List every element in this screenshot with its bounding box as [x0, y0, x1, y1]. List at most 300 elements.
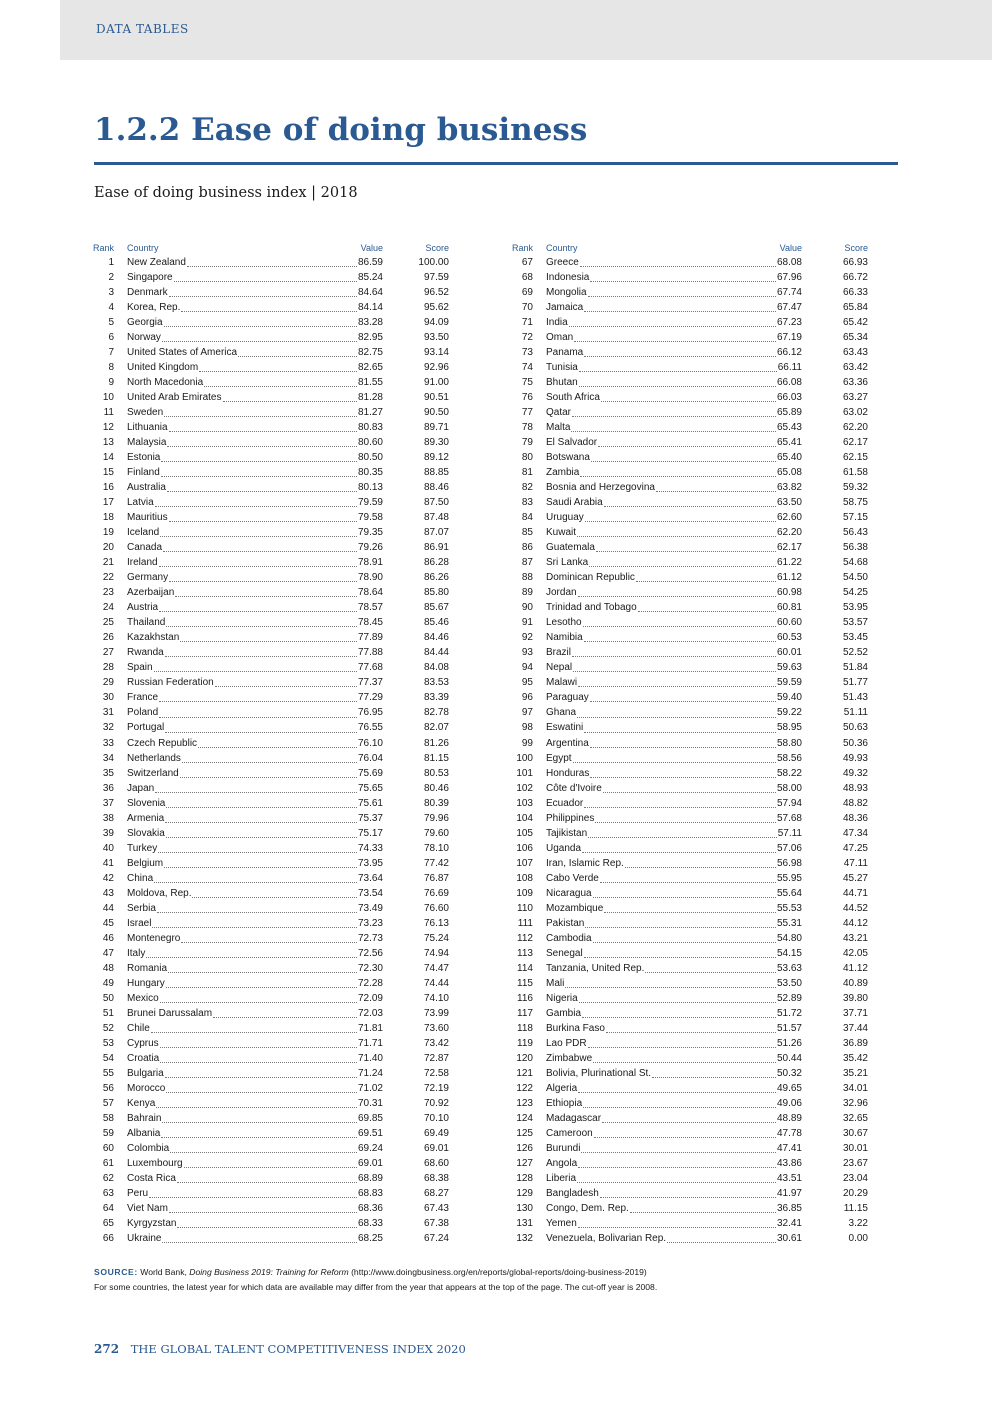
- value-cell: 62.17: [776, 542, 802, 554]
- rank-cell: 70: [521, 302, 533, 314]
- leader-dots: [160, 535, 357, 537]
- leader-dots: [578, 1091, 776, 1093]
- rank-cell: 10: [102, 392, 114, 404]
- leader-dots: [166, 1091, 357, 1093]
- country-cell: Switzerland: [127, 767, 179, 779]
- rank-cell: 56: [102, 1082, 114, 1094]
- table-row: [509, 555, 871, 570]
- table-row: [509, 390, 871, 405]
- leader-dots: [158, 851, 357, 853]
- leader-dots: [169, 295, 357, 297]
- table-row: [509, 600, 871, 615]
- value-cell: 75.17: [357, 827, 383, 839]
- score-cell: 85.80: [423, 587, 449, 599]
- score-cell: 3.22: [848, 1218, 868, 1229]
- table-row: [90, 705, 452, 720]
- score-cell: 85.67: [423, 602, 449, 614]
- table-row: [509, 630, 871, 645]
- col-header-value: Value: [779, 243, 802, 253]
- value-cell: 68.33: [357, 1218, 383, 1229]
- rank-cell: 117: [517, 1007, 533, 1019]
- table-row: [90, 841, 452, 856]
- rank-cell: 14: [102, 452, 114, 464]
- rank-cell: 43: [102, 887, 114, 899]
- leader-dots: [585, 520, 776, 522]
- table-row: [90, 751, 452, 766]
- score-cell: 93.14: [423, 347, 449, 359]
- table-row: [509, 796, 871, 811]
- country-cell: Czech Republic: [127, 737, 198, 749]
- rank-cell: 100: [516, 752, 533, 764]
- country-cell: El Salvador: [546, 437, 598, 449]
- score-cell: 48.93: [842, 782, 868, 794]
- leader-dots: [569, 325, 776, 327]
- country-cell: Zambia: [546, 467, 580, 479]
- score-cell: 59.32: [842, 482, 868, 494]
- leader-dots: [573, 670, 776, 672]
- value-cell: 59.63: [776, 662, 802, 674]
- score-cell: 62.20: [842, 422, 868, 434]
- rank-cell: 74: [521, 362, 533, 374]
- value-cell: 68.25: [357, 1233, 383, 1245]
- leader-dots: [590, 700, 776, 702]
- table-row: [509, 1036, 871, 1051]
- score-cell: 37.71: [842, 1007, 868, 1019]
- rank-cell: 15: [102, 467, 114, 479]
- country-cell: China: [127, 872, 154, 884]
- table-row: [509, 405, 871, 420]
- value-cell: 65.43: [776, 422, 802, 434]
- table-row: [509, 766, 871, 781]
- country-cell: Singapore: [127, 272, 173, 284]
- table-row: [509, 1096, 871, 1111]
- score-cell: 62.15: [842, 452, 868, 464]
- country-cell: Greece: [546, 257, 579, 268]
- value-cell: 62.20: [776, 527, 802, 539]
- leader-dots: [161, 475, 357, 477]
- score-cell: 89.71: [423, 422, 449, 434]
- table-row: [90, 826, 452, 841]
- score-cell: 62.17: [842, 437, 868, 449]
- rank-cell: 9: [108, 377, 114, 389]
- country-cell: Tajikistan: [546, 827, 588, 839]
- table-row: [90, 615, 452, 630]
- leader-dots: [625, 866, 776, 868]
- leader-dots: [596, 550, 776, 552]
- source-url: (http://www.doingbusiness.org/en/reports/global-reports/doing-business-2019): [351, 1267, 647, 1277]
- rank-cell: 116: [517, 992, 533, 1004]
- rank-cell: 129: [516, 1187, 533, 1199]
- score-cell: 36.89: [842, 1037, 868, 1049]
- table-row: [90, 570, 452, 585]
- rank-cell: 124: [516, 1112, 533, 1124]
- leader-dots: [571, 430, 776, 432]
- rank-cell: 24: [102, 602, 114, 614]
- value-cell: 76.04: [357, 752, 383, 764]
- table-row: [509, 1066, 871, 1081]
- leader-dots: [583, 625, 776, 627]
- rank-cell: 36: [102, 782, 114, 794]
- rank-cell: 94: [521, 662, 533, 674]
- table-row: [90, 781, 452, 796]
- score-cell: 50.63: [842, 722, 868, 734]
- table-row: [509, 826, 871, 841]
- table-row: [509, 300, 871, 315]
- value-cell: 80.35: [357, 467, 383, 479]
- table-row: [90, 285, 452, 300]
- rank-cell: 30: [102, 692, 114, 704]
- col-header-country: Country: [127, 243, 159, 253]
- value-cell: 73.49: [357, 902, 383, 914]
- country-cell: Burundi: [546, 1142, 581, 1154]
- table-row: [509, 961, 871, 976]
- table-row: [509, 570, 871, 585]
- score-cell: 90.50: [423, 407, 449, 419]
- table-row: [90, 345, 452, 360]
- col-header-rank: Rank: [511, 243, 533, 253]
- table-row: [509, 465, 871, 480]
- table-row: [509, 1006, 871, 1021]
- value-cell: 82.65: [357, 362, 383, 374]
- table-row: [90, 1051, 452, 1066]
- leader-dots: [582, 1016, 776, 1018]
- table-row: [90, 1216, 452, 1231]
- score-cell: 72.58: [423, 1067, 449, 1079]
- country-cell: Armenia: [127, 812, 165, 824]
- table-row: [509, 886, 871, 901]
- rank-cell: 115: [517, 977, 533, 989]
- score-cell: 75.24: [423, 932, 449, 944]
- leader-dots: [182, 761, 357, 763]
- table-row: [90, 736, 452, 751]
- table-row: [509, 1156, 871, 1171]
- country-cell: Latvia: [127, 497, 154, 509]
- leader-dots: [577, 535, 776, 537]
- country-cell: Italy: [127, 947, 146, 959]
- value-cell: 55.31: [776, 917, 802, 929]
- value-cell: 77.89: [357, 632, 383, 644]
- leader-dots: [166, 986, 357, 988]
- value-cell: 58.80: [776, 737, 802, 749]
- score-cell: 32.65: [842, 1112, 868, 1124]
- value-cell: 41.97: [776, 1187, 802, 1199]
- leader-dots: [573, 761, 776, 763]
- score-cell: 23.04: [842, 1172, 868, 1184]
- rank-cell: 93: [521, 647, 533, 659]
- table-row: [509, 931, 871, 946]
- rank-cell: 7: [108, 347, 114, 359]
- score-cell: 79.96: [423, 812, 449, 824]
- table-row: [90, 300, 452, 315]
- score-cell: 88.85: [423, 467, 449, 479]
- rank-cell: 62: [102, 1172, 114, 1184]
- country-cell: Israel: [127, 917, 152, 929]
- rank-cell: 67: [521, 257, 533, 268]
- country-cell: Tanzania, United Rep.: [546, 962, 645, 974]
- leader-dots: [603, 791, 776, 793]
- value-cell: 66.03: [776, 392, 802, 404]
- table-row: [90, 255, 452, 270]
- country-cell: Jamaica: [546, 302, 584, 314]
- country-cell: Kuwait: [546, 527, 577, 539]
- title-divider: [94, 162, 898, 165]
- rank-cell: 32: [102, 722, 114, 734]
- score-cell: 68.60: [423, 1157, 449, 1169]
- leader-dots: [152, 926, 357, 928]
- leader-dots: [146, 956, 357, 958]
- col-header-score: Score: [425, 243, 449, 253]
- score-cell: 56.43: [842, 527, 868, 539]
- value-cell: 81.27: [357, 407, 383, 419]
- leader-dots: [572, 415, 776, 417]
- score-cell: 66.33: [842, 287, 868, 299]
- leader-dots: [578, 595, 776, 597]
- value-cell: 57.11: [777, 827, 802, 839]
- score-cell: 74.44: [423, 977, 449, 989]
- leader-dots: [187, 265, 357, 267]
- value-cell: 59.22: [776, 707, 802, 719]
- rank-cell: 68: [521, 272, 533, 284]
- score-cell: 57.15: [842, 512, 868, 524]
- country-cell: Iceland: [127, 527, 160, 539]
- leader-dots: [162, 340, 357, 342]
- leader-dots: [154, 881, 357, 883]
- leader-dots: [578, 1166, 776, 1168]
- value-cell: 60.60: [776, 617, 802, 629]
- country-cell: Congo, Dem. Rep.: [546, 1202, 629, 1214]
- rank-cell: 114: [517, 962, 533, 974]
- value-cell: 78.64: [357, 587, 383, 599]
- value-cell: 36.85: [776, 1202, 802, 1214]
- score-cell: 51.11: [843, 707, 868, 719]
- score-cell: 87.48: [423, 512, 449, 524]
- value-cell: 60.81: [776, 602, 802, 614]
- leader-dots: [645, 971, 776, 973]
- leader-dots: [159, 700, 357, 702]
- score-cell: 68.38: [423, 1172, 449, 1184]
- table-row: [90, 270, 452, 285]
- score-cell: 73.60: [423, 1022, 449, 1034]
- table-header: [509, 242, 871, 255]
- leader-dots: [598, 445, 776, 447]
- rank-cell: 132: [516, 1233, 533, 1245]
- table-row: [90, 1186, 452, 1201]
- country-cell: Belgium: [127, 857, 164, 869]
- country-cell: Canada: [127, 542, 163, 554]
- table-row: [90, 1081, 452, 1096]
- table-row: [90, 1096, 452, 1111]
- country-cell: Luxembourg: [127, 1157, 183, 1169]
- score-cell: 79.60: [423, 827, 449, 839]
- rank-cell: 75: [521, 377, 533, 389]
- rank-cell: 22: [102, 572, 114, 584]
- country-cell: Eswatini: [546, 722, 584, 734]
- score-cell: 80.46: [423, 782, 449, 794]
- rank-cell: 52: [102, 1022, 114, 1034]
- score-cell: 51.77: [842, 677, 868, 689]
- table-row: [509, 360, 871, 375]
- rank-cell: 60: [102, 1142, 114, 1154]
- source-org: World Bank,: [140, 1267, 187, 1277]
- country-cell: Chile: [127, 1022, 150, 1034]
- table-row: [90, 600, 452, 615]
- value-cell: 59.40: [776, 692, 802, 704]
- score-cell: 54.25: [842, 587, 868, 599]
- score-cell: 48.82: [842, 797, 868, 809]
- rank-cell: 5: [108, 317, 114, 329]
- table-row: [90, 1171, 452, 1186]
- country-cell: Cyprus: [127, 1037, 159, 1049]
- leader-dots: [584, 806, 776, 808]
- rank-cell: 3: [108, 287, 114, 299]
- value-cell: 54.15: [776, 947, 802, 959]
- value-cell: 72.09: [357, 992, 383, 1004]
- publication-title: THE GLOBAL TALENT COMPETITIVENESS INDEX 2020: [130, 1342, 466, 1356]
- rank-cell: 80: [521, 452, 533, 464]
- rank-cell: 54: [102, 1052, 114, 1064]
- leader-dots: [580, 265, 776, 267]
- country-cell: Algeria: [546, 1082, 578, 1094]
- table-row: [90, 390, 452, 405]
- country-cell: Madagascar: [546, 1112, 602, 1124]
- table-row: [90, 1006, 452, 1021]
- table-row: [90, 796, 452, 811]
- table-row: [90, 450, 452, 465]
- value-cell: 49.65: [776, 1082, 802, 1094]
- score-cell: 44.52: [842, 902, 868, 914]
- leader-dots: [161, 1136, 357, 1138]
- table-row: [90, 660, 452, 675]
- score-cell: 94.09: [423, 317, 449, 329]
- value-cell: 62.60: [776, 512, 802, 524]
- value-cell: 73.64: [357, 872, 383, 884]
- rank-cell: 41: [102, 857, 114, 869]
- score-cell: 37.44: [842, 1022, 868, 1034]
- source-footnote: For some countries, the latest year for which data are available may differ from the year that appears at the top of the page. The cut-off year is 2008.: [94, 1282, 658, 1292]
- country-cell: Croatia: [127, 1052, 160, 1064]
- table-row: [90, 630, 452, 645]
- table-row: [90, 856, 452, 871]
- country-cell: Kenya: [127, 1097, 156, 1109]
- leader-dots: [215, 685, 357, 687]
- table-row: [509, 495, 871, 510]
- value-cell: 68.89: [357, 1172, 383, 1184]
- table-row: [509, 375, 871, 390]
- table-row: [509, 751, 871, 766]
- rank-cell: 104: [516, 812, 533, 824]
- score-cell: 86.26: [423, 572, 449, 584]
- country-cell: Jordan: [546, 587, 577, 599]
- score-cell: 66.72: [842, 272, 868, 284]
- col-header-score: Score: [844, 243, 868, 253]
- score-cell: 93.50: [423, 332, 449, 344]
- rank-cell: 81: [521, 467, 533, 479]
- country-cell: Norway: [127, 332, 161, 344]
- value-cell: 52.89: [776, 992, 802, 1004]
- leader-dots: [579, 385, 776, 387]
- score-cell: 66.93: [842, 257, 868, 268]
- value-cell: 51.72: [776, 1007, 802, 1019]
- table-row: [509, 435, 871, 450]
- leader-dots: [199, 370, 357, 372]
- rank-cell: 39: [102, 827, 114, 839]
- country-cell: Mauritius: [127, 512, 168, 524]
- rank-cell: 55: [102, 1067, 114, 1079]
- rank-cell: 85: [521, 527, 533, 539]
- country-cell: Romania: [127, 962, 168, 974]
- score-cell: 74.94: [423, 947, 449, 959]
- value-cell: 67.74: [776, 287, 802, 299]
- country-cell: North Macedonia: [127, 377, 204, 389]
- value-cell: 71.24: [357, 1067, 383, 1079]
- country-cell: Georgia: [127, 317, 163, 329]
- leader-dots: [667, 1241, 776, 1243]
- rank-cell: 50: [102, 992, 114, 1004]
- table-row: [509, 420, 871, 435]
- rank-cell: 12: [102, 422, 114, 434]
- score-cell: 90.51: [423, 392, 449, 404]
- score-cell: 74.47: [423, 962, 449, 974]
- leader-dots: [177, 1226, 357, 1228]
- value-cell: 84.14: [357, 302, 383, 314]
- value-cell: 78.45: [357, 617, 383, 629]
- rank-cell: 127: [516, 1157, 533, 1169]
- table-row: [509, 525, 871, 540]
- table-row: [509, 1111, 871, 1126]
- leader-dots: [581, 1151, 776, 1153]
- leader-dots: [181, 941, 357, 943]
- country-cell: Uganda: [546, 842, 582, 854]
- score-cell: 63.36: [842, 377, 868, 389]
- score-cell: 67.24: [423, 1233, 449, 1245]
- rank-cell: 128: [516, 1172, 533, 1184]
- country-cell: Rwanda: [127, 647, 164, 659]
- table-row: [509, 675, 871, 690]
- score-cell: 63.02: [842, 407, 868, 419]
- value-cell: 66.08: [776, 377, 802, 389]
- leader-dots: [165, 1076, 357, 1078]
- table-row: [90, 555, 452, 570]
- value-cell: 73.23: [357, 917, 383, 929]
- score-cell: 47.11: [843, 857, 868, 869]
- rank-cell: 91: [521, 617, 533, 629]
- leader-dots: [572, 655, 776, 657]
- leader-dots: [161, 460, 357, 462]
- rank-cell: 102: [516, 782, 533, 794]
- leader-dots: [159, 716, 357, 718]
- col-header-value: Value: [360, 243, 383, 253]
- score-cell: 76.69: [423, 887, 449, 899]
- score-cell: 49.93: [842, 752, 868, 764]
- rank-cell: 76: [521, 392, 533, 404]
- table-row: [90, 585, 452, 600]
- score-cell: 65.84: [842, 302, 868, 314]
- leader-dots: [584, 956, 776, 958]
- leader-dots: [601, 400, 776, 402]
- source-label: SOURCE:: [94, 1267, 138, 1277]
- score-cell: 51.84: [842, 662, 868, 674]
- score-cell: 20.29: [842, 1187, 868, 1199]
- table-row: [90, 961, 452, 976]
- leader-dots: [580, 475, 776, 477]
- leader-dots: [583, 1106, 776, 1108]
- rank-cell: 107: [516, 857, 533, 869]
- rank-cell: 66: [102, 1233, 114, 1245]
- value-cell: 51.26: [776, 1037, 802, 1049]
- score-cell: 76.87: [423, 872, 449, 884]
- rank-cell: 110: [517, 902, 533, 914]
- score-cell: 48.36: [842, 812, 868, 824]
